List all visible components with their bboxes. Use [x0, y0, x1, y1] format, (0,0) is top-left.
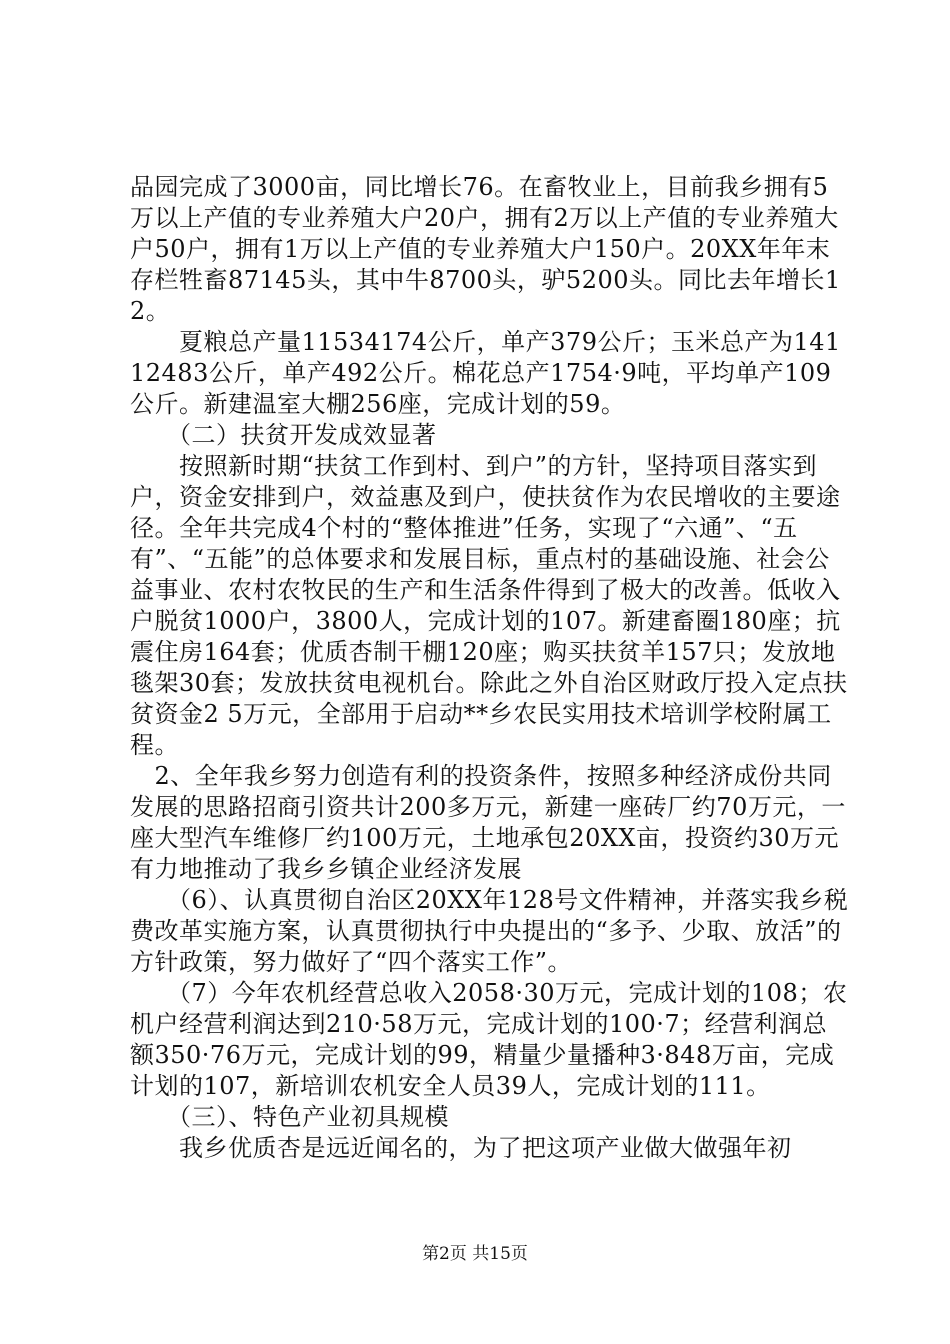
- section-heading-poverty: （二）扶贫开发成效显著: [130, 421, 437, 449]
- paragraph-apricot: 我乡优质杏是远近闻名的，为了把这项产业做大做强年初: [130, 1134, 792, 1162]
- page-number-footer: 第2页 共15页: [422, 1244, 528, 1264]
- paragraph-farm-machinery: （7）今年农机经营总收入2058·30万元，完成计划的108；农机户经营利润达到210·58万元，完成计划的100·7；经营利润总额350·76万元，完成计划的99，精量少量播种3·848万亩，完成计划的107，新培训农机安全人员39人，完成计划的111。: [130, 979, 848, 1100]
- paragraph-tax-reform: （6）、认真贯彻自治区20XX年128号文件精神，并落实我乡税费改革实施方案，认真贯彻执行中央提出的“多予、少取、放活”的方针政策，努力做好了“四个落实工作”。: [130, 886, 849, 976]
- paragraph-grain-output: 夏粮总产量11534174公斤，单产379公斤；玉米总产为14112483公斤，单产492公斤。棉花总产1754·9吨，平均单产109公斤。新建温室大棚256座，完成计划的59。: [130, 328, 841, 418]
- section-heading-industry: （三）、特色产业初具规模: [130, 1103, 449, 1131]
- paragraph-investment: 2、全年我乡努力创造有利的投资条件，按照多种经济成份共同发展的思路招商引资共计200多万元，新建一座砖厂约70万元，一座大型汽车维修厂约100万元，土地承包20XX亩，投资约30万元有力地推动了我乡乡镇企业经济发展: [130, 762, 846, 883]
- document-body: [130, 172, 850, 1164]
- paragraph-poverty-relief: 按照新时期“扶贫工作到村、到户”的方针，坚持项目落实到户，资金安排到户，效益惠及到户，使扶贫作为农民增收的主要途径。全年共完成4个村的“整体推进”任务，实现了“六通”、“五有”、“五能”的总体要求和发展目标，重点村的基础设施、社会公益事业、农村农牧民的生产和生活条件得到了极大的改善。低收入户脱贫1000户，3800人，完成计划的107。新建畜圈180座；抗震住房164套；优质杏制干棚120座；购买扶贫羊157只；发放地毯架30套；发放扶贫电视机台。除此之外自治区财政厅投入定点扶贫资金2 5万元，全部用于启动**乡农民实用技术培训学校附属工程。: [130, 452, 848, 759]
- paragraph-livestock: 品园完成了3000亩，同比增长76。在畜牧业上，目前我乡拥有5万以上产值的专业养殖大户20户，拥有2万以上产值的专业养殖大户50户，拥有1万以上产值的专业养殖大户150户。20XX年年末存栏牲畜87145头，其中牛8700头，驴5200头。同比去年增长12。: [130, 173, 841, 325]
